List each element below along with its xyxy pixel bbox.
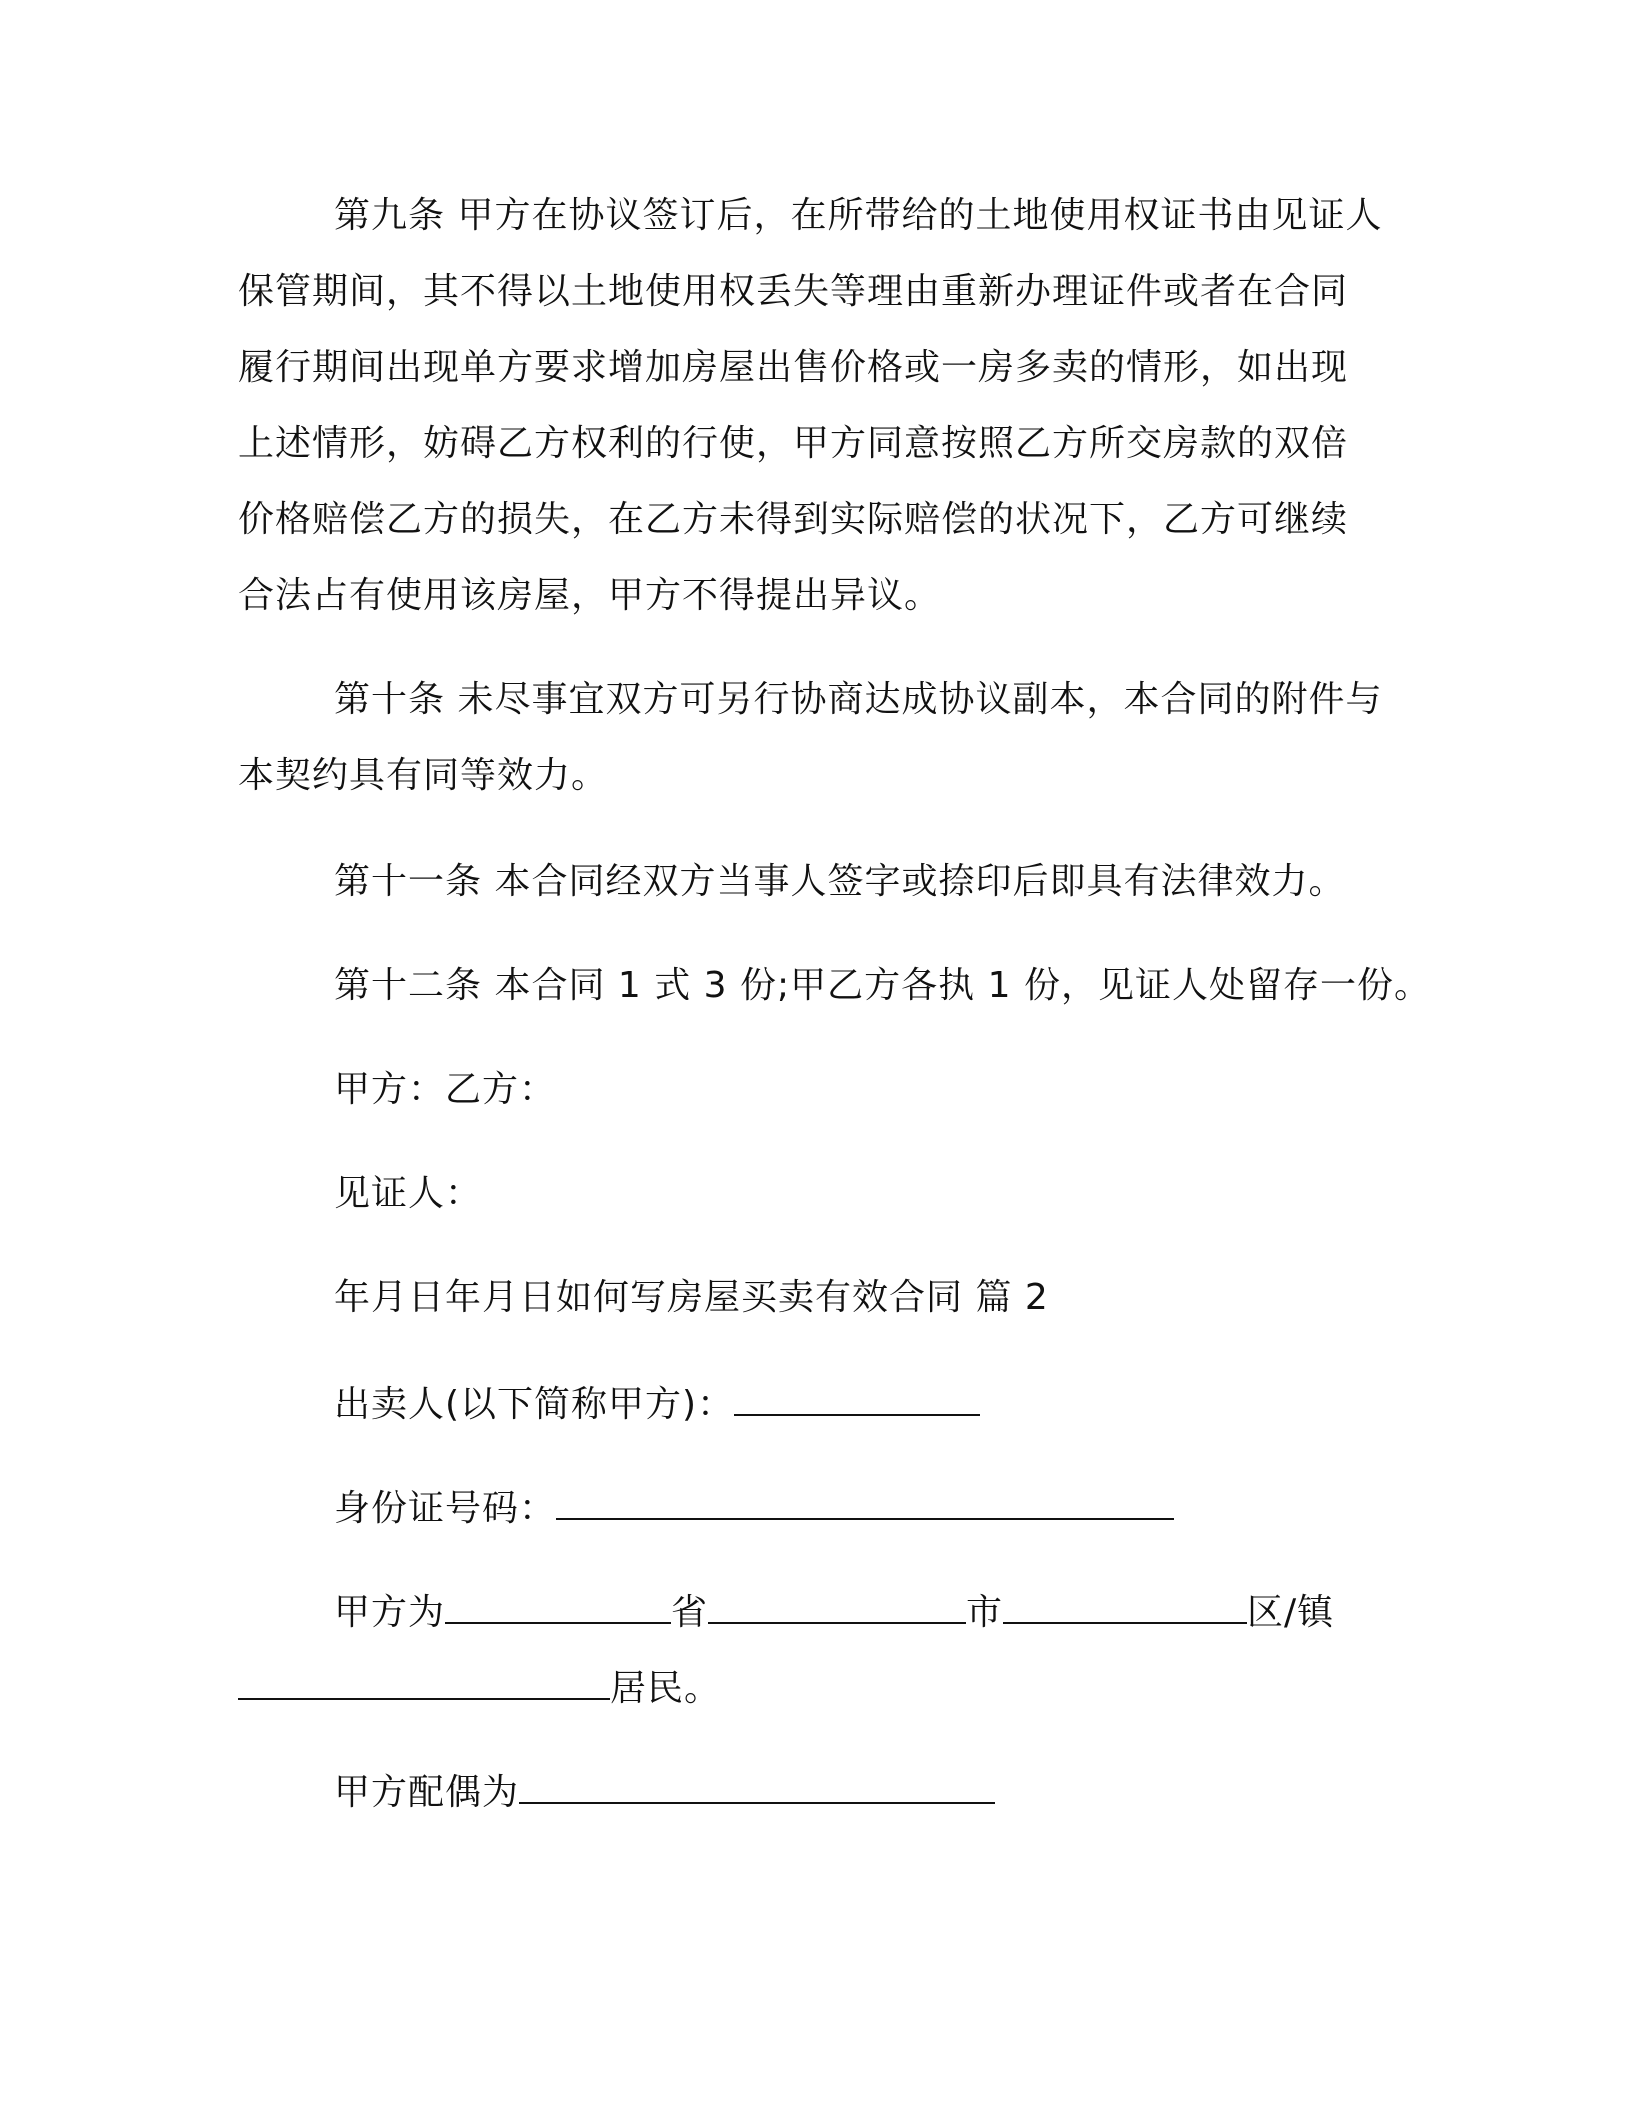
witness-signature-line: 见证人： <box>334 1173 483 1214</box>
parties-signature-line: 甲方：乙方： <box>334 1069 557 1110</box>
article-12: 第十二条 本合同 1 式 3 份;甲乙方各执 1 份，见证人处留存一份。 <box>334 965 1431 1006</box>
province-blank[interactable] <box>445 1588 671 1624</box>
city-label: 市 <box>966 1592 1004 1633</box>
address-prefix: 甲方为 <box>334 1592 446 1633</box>
address-line-2 <box>238 1664 721 1711</box>
article-9-line-2: 保管期间，其不得以土地使用权丢失等理由重新办理证件或者在合同 <box>238 271 1349 312</box>
spouse-line <box>334 1768 995 1815</box>
district-label: 区/镇 <box>1247 1592 1335 1633</box>
article-10-line-2: 本契约具有同等效力。 <box>238 755 609 796</box>
spouse-label: 甲方配偶为 <box>334 1772 520 1813</box>
district-blank[interactable] <box>1003 1588 1247 1624</box>
spouse-name-blank[interactable] <box>519 1768 995 1804</box>
seller-label: 出卖人(以下简称甲方)： <box>334 1384 735 1425</box>
id-number-blank[interactable] <box>556 1484 1174 1520</box>
id-number-label: 身份证号码： <box>334 1488 557 1529</box>
address-line-1 <box>334 1588 1334 1635</box>
province-label: 省 <box>671 1592 709 1633</box>
article-9-line-3: 履行期间出现单方要求增加房屋出售价格或一房多卖的情形，如出现 <box>238 347 1349 388</box>
id-number-line <box>334 1484 1174 1531</box>
seller-line <box>334 1380 980 1427</box>
article-11: 第十一条 本合同经双方当事人签字或捺印后即具有法律效力。 <box>334 861 1346 902</box>
article-9-line-6: 合法占有使用该房屋，甲方不得提出异议。 <box>238 575 942 616</box>
city-blank[interactable] <box>708 1588 966 1624</box>
resident-label: 居民。 <box>610 1668 722 1709</box>
article-9-line-4: 上述情形，妨碍乙方权利的行使，甲方同意按照乙方所交房款的双倍 <box>238 423 1349 464</box>
street-blank[interactable] <box>238 1664 610 1700</box>
article-9-line-5: 价格赔偿乙方的损失，在乙方未得到实际赔偿的状况下，乙方可继续 <box>238 499 1349 540</box>
section-title: 年月日年月日如何写房屋买卖有效合同 篇 2 <box>334 1277 1049 1318</box>
article-9-line-1: 第九条 甲方在协议签订后，在所带给的土地使用权证书由见证人 <box>334 195 1383 236</box>
seller-name-blank[interactable] <box>734 1380 980 1416</box>
article-10-line-1: 第十条 未尽事宜双方可另行协商达成协议副本，本合同的附件与 <box>334 679 1383 720</box>
